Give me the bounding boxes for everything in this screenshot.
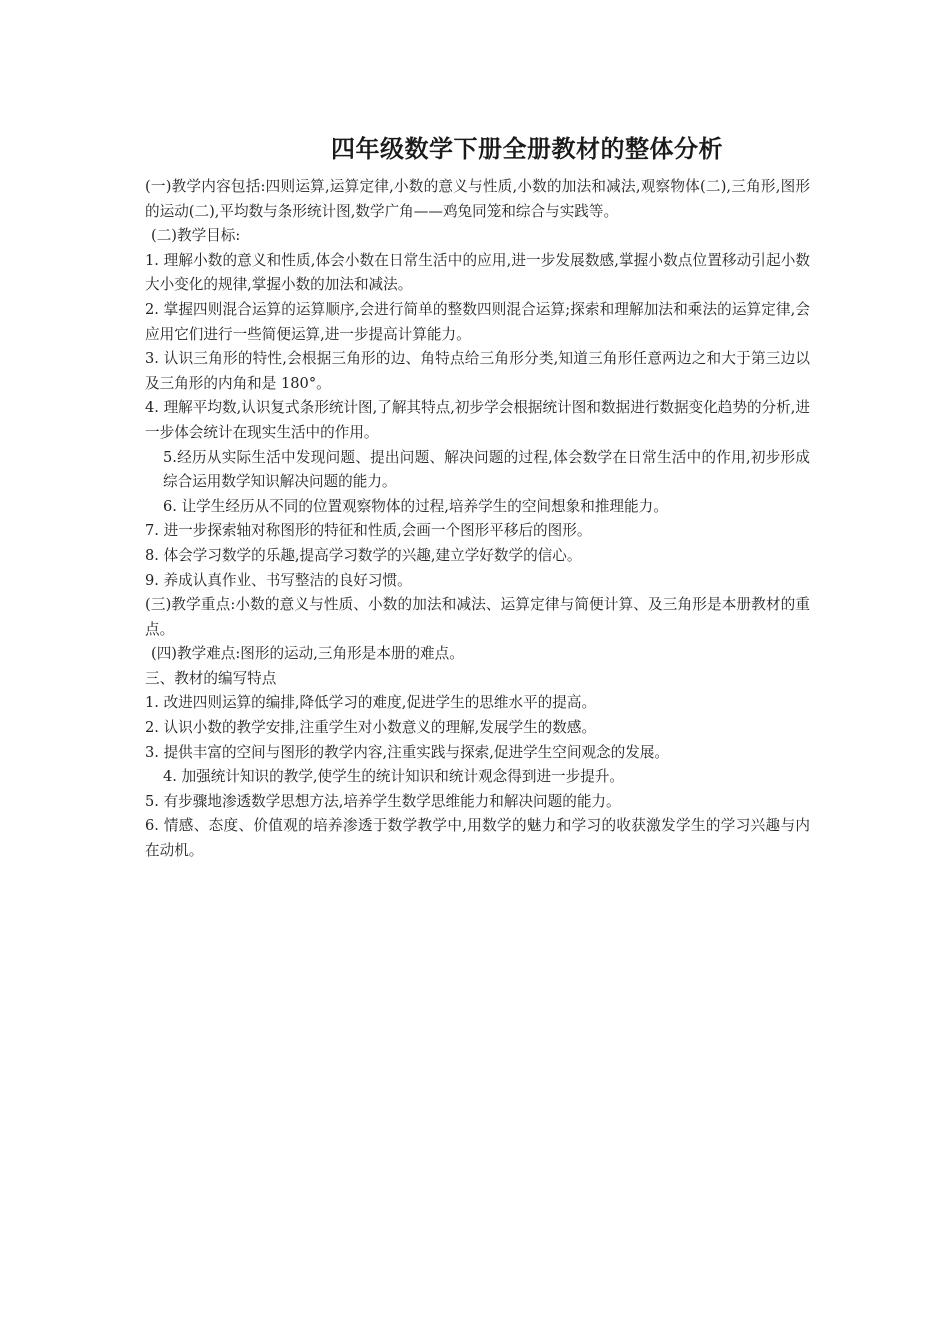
heading-features: 三、教材的编写特点 — [145, 669, 277, 687]
goal-item-8: 8. 体会学习数学的乐趣,提高学习数学的兴趣,建立学好数学的信心。 — [145, 546, 582, 564]
goal-item-9: 9. 养成认真作业、书写整洁的良好习惯。 — [145, 571, 412, 589]
feature-item-4: 4. 加强统计知识的教学,使学生的统计知识和统计观念得到进一步提升。 — [163, 768, 625, 786]
paragraph-key-points: (三)教学重点:小数的意义与性质、小数的加法和减法、运算定律与简便计算、及三角形是本册教材的重点。 — [145, 596, 810, 638]
document-title: 四年级数学下册全册教材的整体分析 — [331, 134, 723, 163]
goal-item-6: 6. 让学生经历从不同的位置观察物体的过程,培养学生的空间想象和推理能力。 — [163, 497, 668, 515]
paragraph-teaching-content: (一)教学内容包括:四则运算,运算定律,小数的意义与性质,小数的加法和减法,观察物体(二),三角形,图形的运动(二),平均数与条形统计图,数学广角——鸡兔同笼和综合与实践等。 — [145, 178, 810, 220]
document-body — [145, 175, 810, 864]
goal-item-5: 5.经历从实际生活中发现问题、提出问题、解决问题的过程,体会数学在日常生活中的作用,初步形成综合运用数学知识解决问题的能力。 — [163, 448, 810, 491]
feature-item-5: 5. 有步骤地渗透数学思想方法,培养学生数学思维能力和解决问题的能力。 — [145, 792, 621, 810]
feature-item-3: 3. 提供丰富的空间与图形的教学内容,注重实践与探索,促进学生空间观念的发展。 — [145, 743, 670, 761]
goal-item-7: 7. 进一步探索轴对称图形的特征和性质,会画一个图形平移后的图形。 — [145, 522, 592, 540]
feature-item-6: 6. 情感、态度、价值观的培养渗透于数学教学中,用数学的魅力和学习的收获激发学生的学习兴趣与内在动机。 — [145, 817, 810, 860]
heading-teaching-goals: (二)教学目标: — [151, 227, 241, 245]
goal-item-3: 3. 认识三角形的特性,会根据三角形的边、角特点给三角形分类,知道三角形任意两边之和大于第三边以及三角形的内角和是 180°。 — [145, 350, 810, 392]
goal-item-4: 4. 理解平均数,认识复式条形统计图,了解其特点,初步学会根据统计图和数据进行数据变化趋势的分析,进一步体会统计在现实生活中的作用。 — [145, 399, 810, 441]
goal-item-1: 1. 理解小数的意义和性质,体会小数在日常生活中的应用,进一步发展数感,掌握小数点位置移动引起小数大小变化的规律,掌握小数的加法和减法。 — [145, 251, 810, 294]
paragraph-difficulties: (四)教学难点:图形的运动,三角形是本册的难点。 — [151, 645, 464, 663]
feature-item-2: 2. 认识小数的教学安排,注重学生对小数意义的理解,发展学生的数感。 — [145, 719, 597, 737]
feature-item-1: 1. 改进四则运算的编排,降低学习的难度,促进学生的思维水平的提高。 — [145, 694, 597, 712]
goal-item-2: 2. 掌握四则混合运算的运算顺序,会进行简单的整数四则混合运算;探索和理解加法和乘法的运算定律,会应用它们进行一些简便运算,进一步提高计算能力。 — [145, 300, 810, 343]
